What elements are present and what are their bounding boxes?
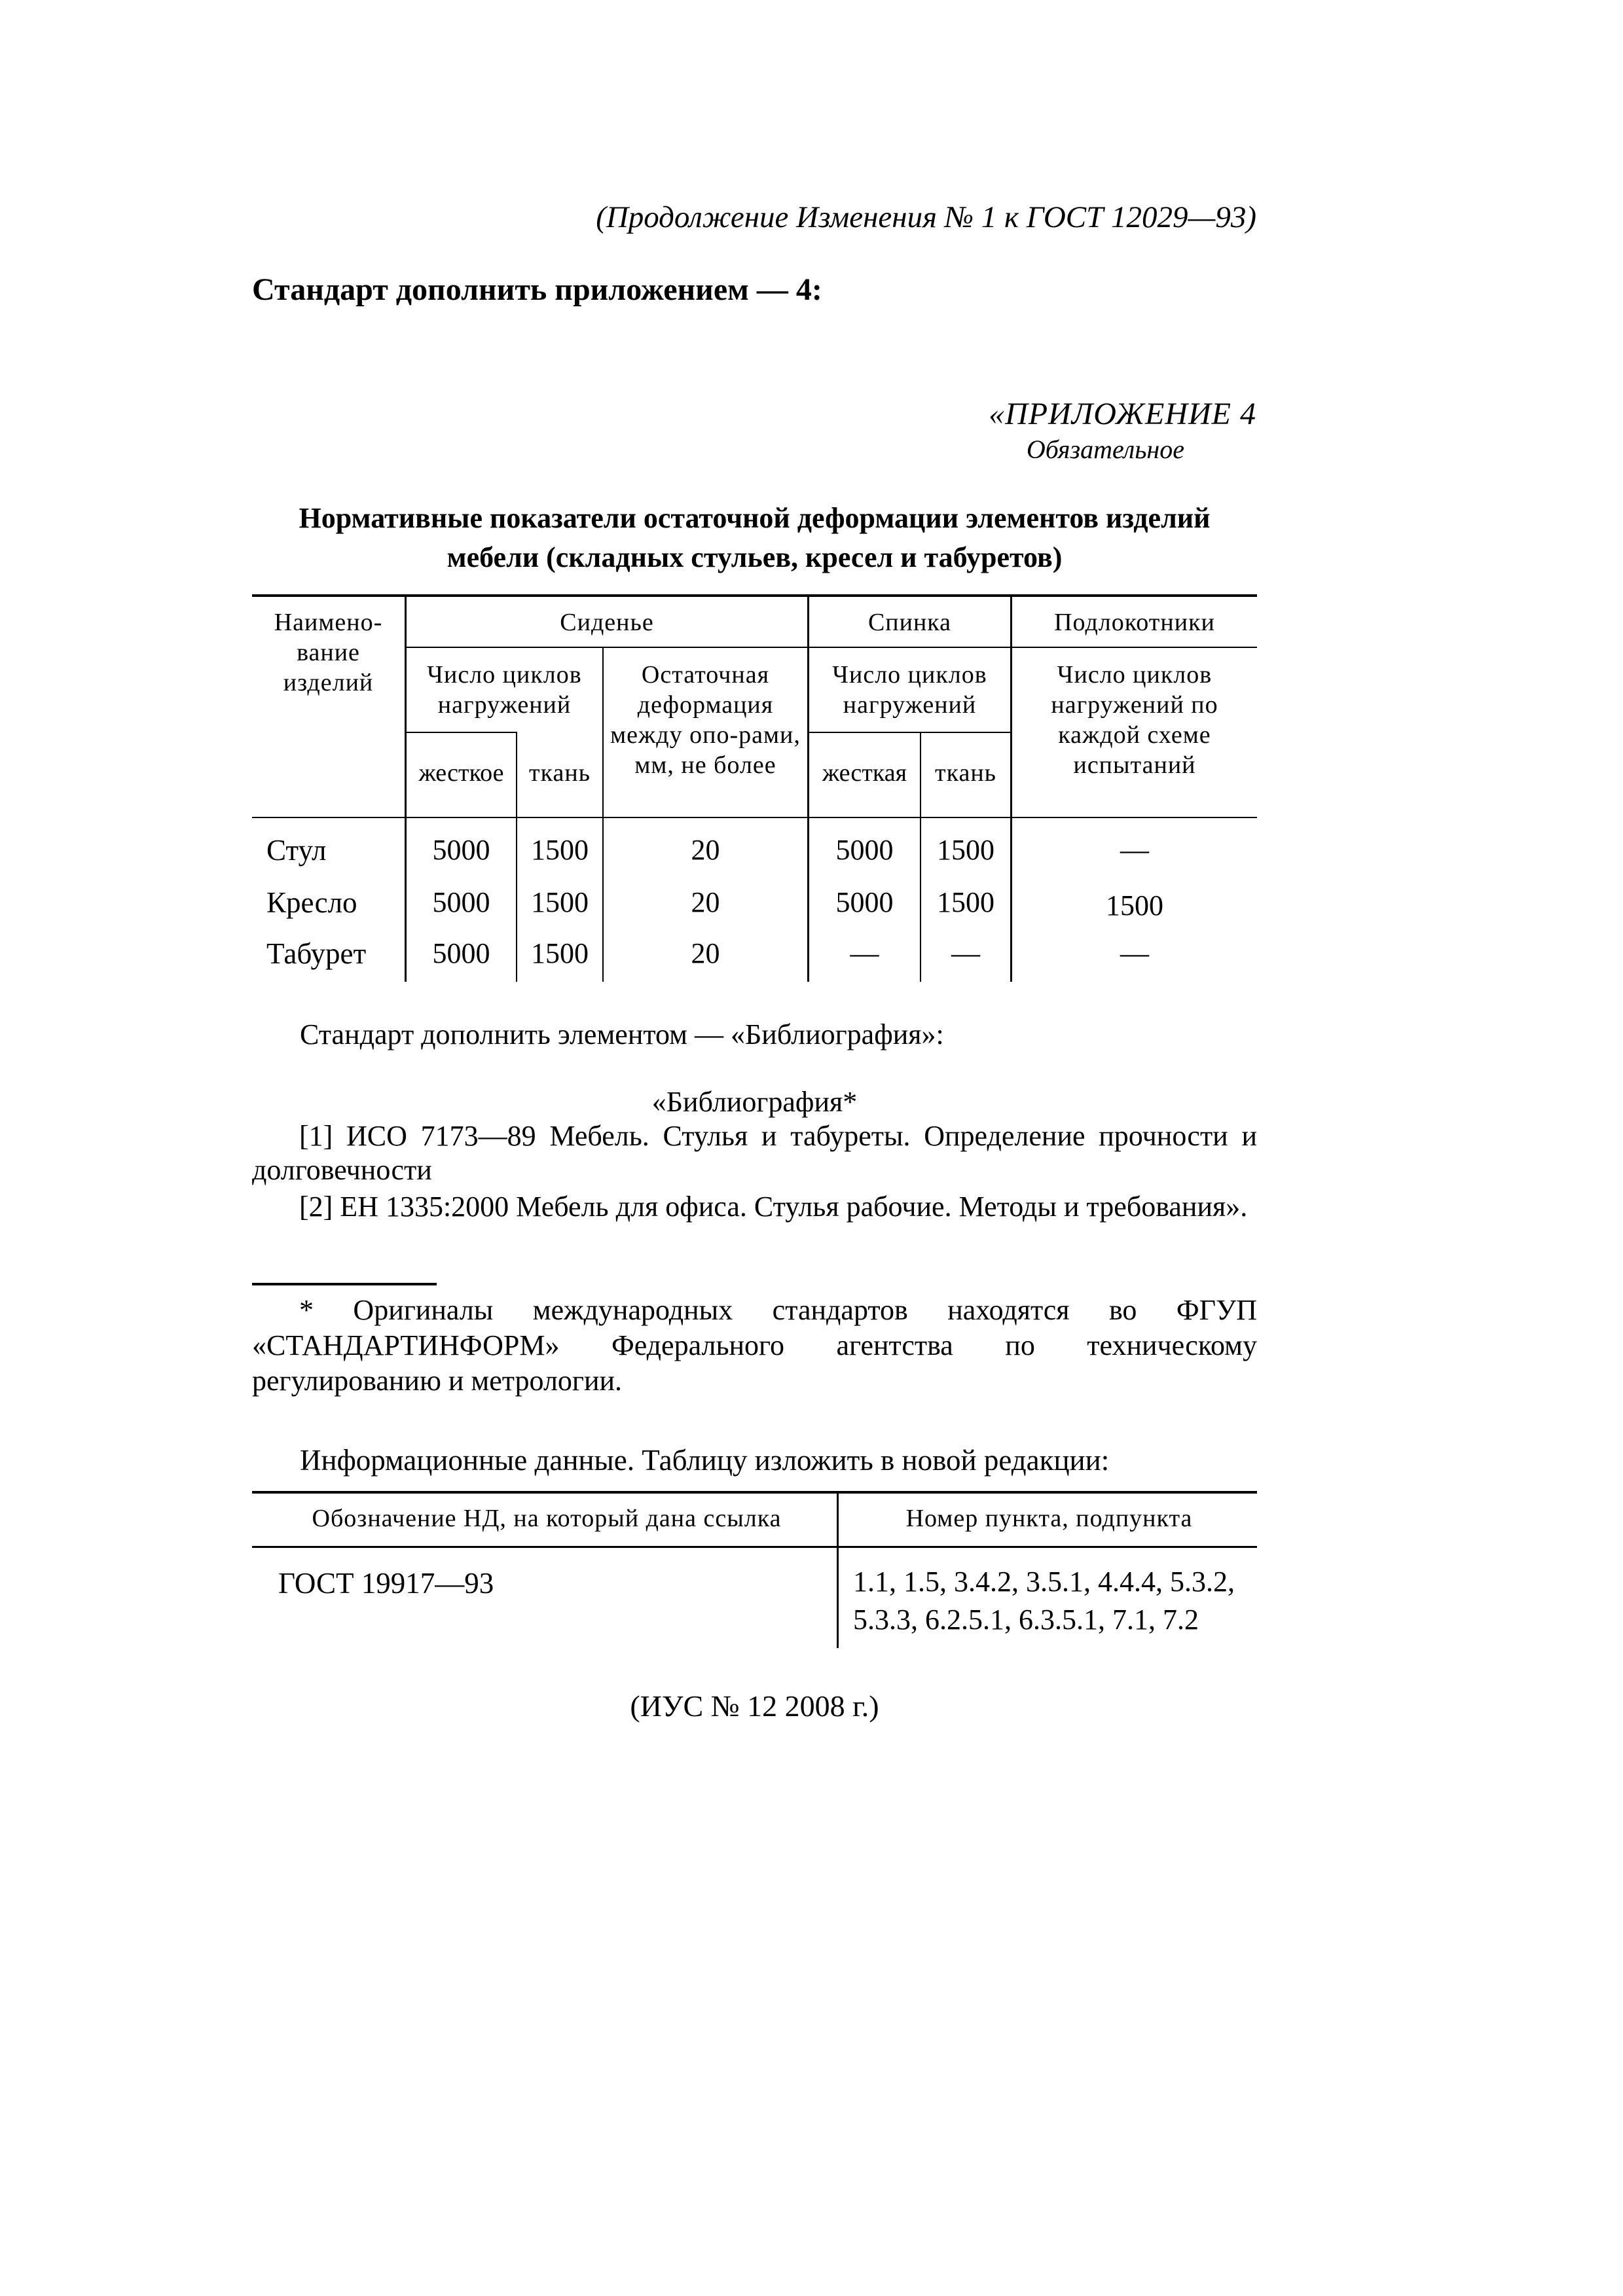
cell-arm: —	[1120, 937, 1149, 969]
references-table	[252, 1491, 1257, 1648]
cell-arm: 1500	[1106, 889, 1163, 922]
seat-fabric-header: ткань	[528, 759, 591, 787]
ref-items-header: Номер пункта, подпункта	[905, 1505, 1193, 1532]
cell-ref-items: 1.1, 1.5, 3.4.2, 3.5.1, 4.4.4, 5.3.2, 5.3.3, 6.2.5.1, 6.3.5.1, 7.1, 7.2	[853, 1566, 1235, 1636]
cell-deformation: 20	[691, 937, 720, 969]
cell-seat-fabric: 1500	[531, 834, 589, 866]
row-name: Табурет	[266, 937, 367, 970]
bibliography-title: «Библиография*	[651, 1086, 858, 1118]
row-name: Стул	[266, 834, 327, 867]
cell-back-rigid: 5000	[835, 834, 894, 866]
seat-cycles-header: Число циклов нагружений	[427, 661, 582, 719]
seat-deformation-header: Остаточная деформация между опо-рами, мм, не более	[610, 661, 801, 779]
table-vrule	[1010, 594, 1012, 982]
seat-group-header: Сиденье	[560, 609, 654, 636]
ius-reference: (ИУС № 12 2008 г.)	[630, 1689, 879, 1723]
back-fabric-header: ткань	[934, 759, 997, 787]
appendix-status: Обязательное	[1026, 435, 1184, 464]
table-title: Нормативные показатели остаточной деформации элементов изделий мебели (складных стульев, кресел и табуретов)	[299, 502, 1211, 573]
back-cycles-rule	[809, 732, 1012, 733]
ref-doc-header: Обозначение НД, на который дана ссылка	[312, 1505, 782, 1532]
add-appendix-line: Стандарт дополнить приложением — 4:	[252, 272, 822, 307]
bibliography-item-1: [1] ИСО 7173—89 Мебель. Стулья и табуреты. Определение прочности и долговечности	[252, 1120, 1257, 1186]
cell-back-fabric: 1500	[937, 834, 994, 866]
cell-deformation: 20	[691, 886, 720, 918]
header-bottom-rule	[252, 817, 1257, 818]
table-vrule	[405, 594, 407, 982]
cell-seat-rigid: 5000	[432, 937, 490, 969]
group-header-rule	[406, 647, 1257, 648]
continuation-header: (Продолжение Изменения № 1 к ГОСТ 12029—93)	[596, 200, 1256, 234]
cell-deformation: 20	[691, 834, 720, 866]
cell-seat-fabric: 1500	[531, 937, 589, 969]
back-cycles-header: Число циклов нагружений	[832, 661, 987, 719]
seat-cycles-rule	[406, 732, 517, 733]
cell-arm: —	[1120, 834, 1149, 866]
appendix-label: «ПРИЛОЖЕНИЕ 4	[989, 397, 1256, 431]
back-group-header: Спинка	[867, 609, 952, 636]
footnote: * Оригиналы международных стандартов находятся во ФГУП «СТАНДАРТИНФОРМ» Федерального агентства по техническому регулированию и метрологии.	[252, 1294, 1257, 1397]
seat-rigid-header: жесткое	[418, 759, 504, 787]
arm-group-header: Подлокотники	[1054, 609, 1215, 636]
add-element-line: Стандарт дополнить элементом — «Библиография»:	[300, 1018, 944, 1050]
cell-seat-fabric: 1500	[531, 886, 589, 918]
arm-cycles-header: Число циклов нагружений по каждой схеме испытаний	[1051, 661, 1218, 779]
bibliography-item-2: [2] ЕН 1335:2000 Мебель для офиса. Стулья рабочие. Методы и требования».	[299, 1191, 1248, 1223]
info-data-line: Информационные данные. Таблицу изложить в новой редакции:	[300, 1444, 1110, 1477]
table-vrule	[807, 594, 809, 982]
footnote-rule	[252, 1283, 437, 1285]
header-bottom-rule	[252, 1546, 1257, 1548]
cell-back-rigid: 5000	[835, 886, 894, 918]
back-rigid-header: жесткая	[822, 759, 907, 787]
cell-back-rigid: —	[850, 937, 879, 969]
cell-ref-doc: ГОСТ 19917—93	[278, 1567, 494, 1600]
cell-seat-rigid: 5000	[432, 834, 490, 866]
table-top-rule	[252, 1491, 1257, 1494]
row-name: Кресло	[266, 886, 357, 919]
table-top-rule	[252, 594, 1257, 597]
col-name-header: Наимено-вание изделий	[274, 609, 383, 696]
cell-seat-rigid: 5000	[432, 886, 490, 918]
cell-back-fabric: —	[951, 937, 980, 969]
cell-back-fabric: 1500	[937, 886, 994, 918]
